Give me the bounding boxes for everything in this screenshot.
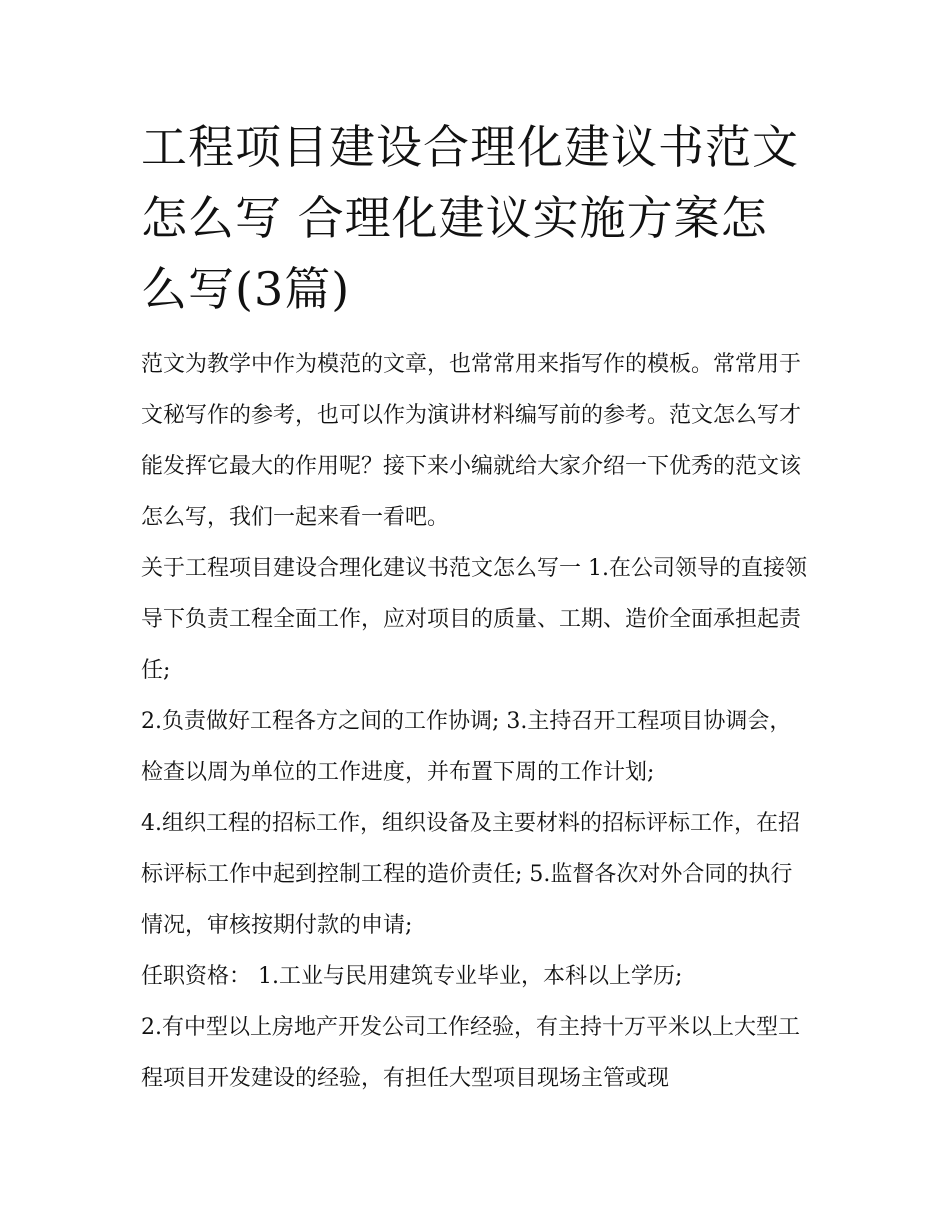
paragraph-item-1: 关于工程项目建设合理化建议书范文怎么写一 1.在公司领导的直接领导下负责工程全面工作，应对项目的质量、工期、造价全面承担起责任; (141, 556, 807, 683)
paragraph-qualification-2: 2.有中型以上房地产开发公司工作经验，有主持十万平米以上大型工程项目开发建设的经验，有担任大型项目现场主管或现 (141, 1015, 800, 1091)
paragraph-intro: 范文为教学中作为模范的文章，也常常用来指写作的模板。常常用于文秘写作的参考，也可以作为演讲材料编写前的参考。范文怎么写才能发挥它最大的作用呢？接下来小编就给大家介绍一下优秀的范文该怎么写，我们一起来看一看吧。 (141, 352, 802, 530)
document-page (141, 112, 813, 1104)
paragraph-item-4-5: 4.组织工程的招标工作，组织设备及主要材料的招标评标工作，在招标评标工作中起到控制工程的造价责任; 5.监督各次对外合同的执行情况，审核按期付款的申请; (141, 811, 800, 938)
paragraph-item-2-3: 2.负责做好工程各方之间的工作协调; 3.主持召开工程项目协调会，检查以周为单位的工作进度，并布置下周的工作计划; (141, 709, 792, 785)
document-title: 工程项目建设合理化建议书范文怎么写 合理化建议实施方案怎么写(3篇) (141, 120, 799, 316)
paragraph-qualifications: 任职资格： 1.工业与民用建筑专业毕业，本科以上学历; (141, 964, 683, 989)
document-body (141, 339, 813, 1104)
